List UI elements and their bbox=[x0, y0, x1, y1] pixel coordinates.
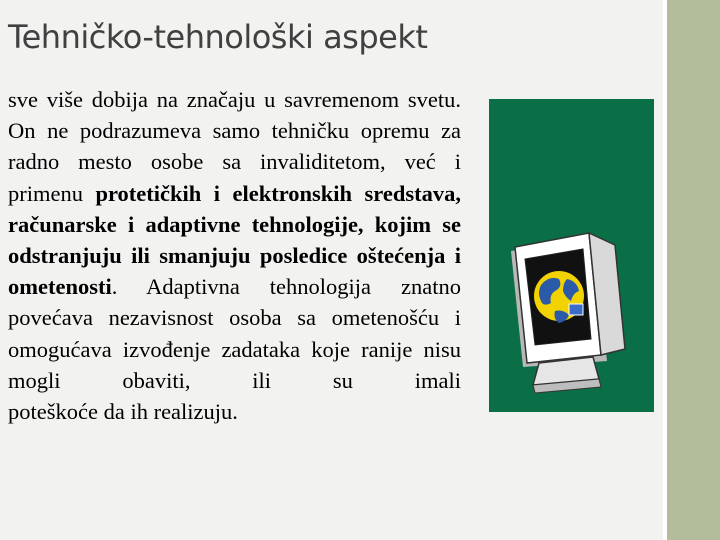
body-text-part1: sve više dobija na značaju u savremenom svetu. On ne podrazumeva samo tehničku opremu za radno mesto osobe sa invaliditetom, već i primenu bbox=[8, 87, 461, 206]
slide-body-text bbox=[8, 84, 461, 427]
side-stripe bbox=[667, 0, 720, 540]
slide-title: Tehničko-tehnološki aspekt bbox=[8, 18, 428, 56]
clipart-panel bbox=[489, 99, 654, 412]
body-text-part2: . Adaptivna tehnologija znatno povećava nezavisnost osoba sa ometenošću i omogućava izvođenje zadataka koje ranije nisu mogli obaviti, ili su imali bbox=[8, 274, 461, 393]
body-text-last-line: poteškoće da ih realizuju. bbox=[8, 399, 238, 425]
body-text-bold: protetičkih i elektronskih sredstava, računarske i adaptivne tehnologije, kojim se odstranjuju ili smanjuju posledice oštećenja i ometenosti bbox=[8, 180, 461, 300]
computer-monitor-globe-icon bbox=[489, 99, 654, 412]
